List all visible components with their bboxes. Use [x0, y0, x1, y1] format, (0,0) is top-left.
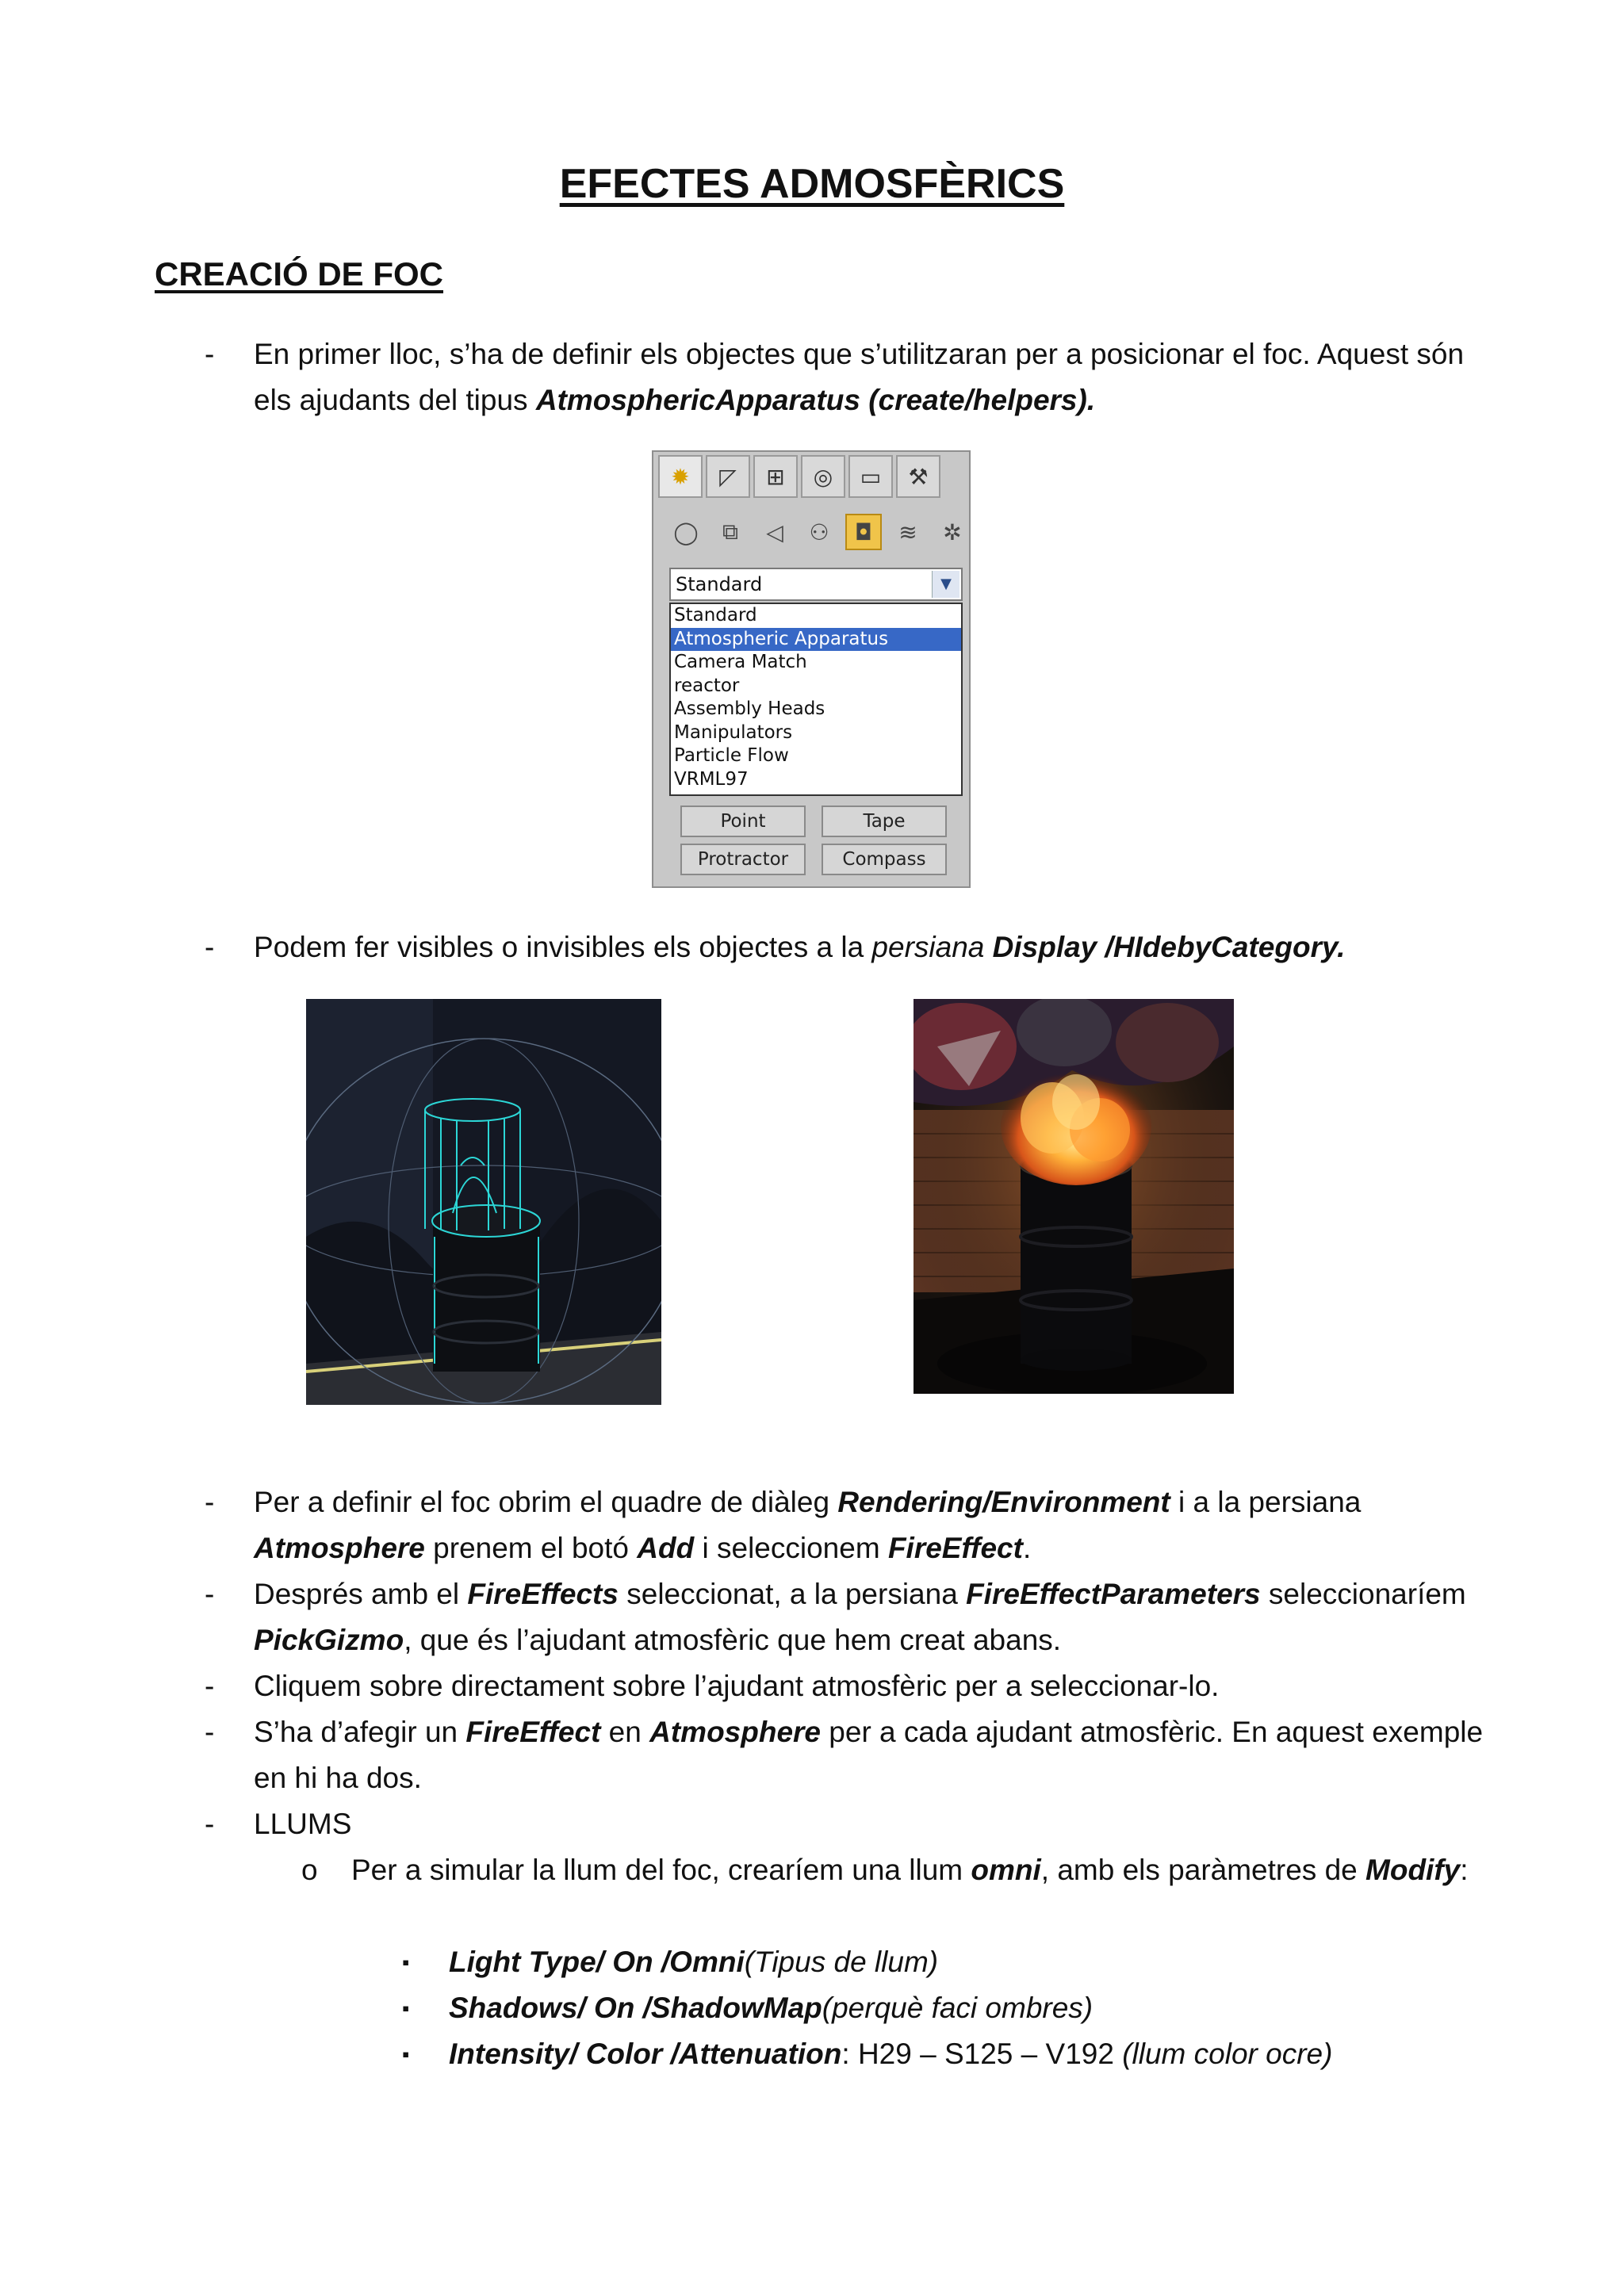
point-button[interactable]: Point — [680, 806, 806, 837]
dash-bullet: - — [205, 1670, 215, 1702]
fire-render-image — [914, 999, 1234, 1394]
hierarchy-tab-icon[interactable]: ⊞ — [753, 455, 798, 498]
gizmo-render-illustration — [306, 999, 661, 1405]
dash-bullet: - — [205, 1578, 215, 1610]
list-item[interactable]: VRML97 — [674, 768, 749, 790]
dash-bullet: - — [205, 1716, 215, 1748]
compass-button[interactable]: Compass — [822, 844, 947, 875]
helper-type-dropdown[interactable] — [669, 568, 963, 601]
list-item[interactable]: Assembly Heads — [674, 698, 825, 719]
leaf-item-2: Shadows/ On /ShadowMap(perquè faci ombres) — [449, 1992, 1094, 2024]
list-item[interactable]: Camera Match — [674, 652, 807, 672]
viewport-gizmo-image — [306, 999, 661, 1405]
command-panel-tabs — [658, 455, 940, 499]
list-item[interactable]: Particle Flow — [674, 745, 789, 766]
list-item-selected[interactable]: Atmospheric Apparatus — [671, 628, 961, 652]
motion-tab-icon[interactable]: ◎ — [801, 455, 845, 498]
section-heading: CREACIÓ DE FOC — [155, 255, 444, 293]
chevron-down-icon[interactable]: ▼ — [932, 571, 959, 598]
paragraph-5: Cliquem sobre directament sobre l’ajudant atmosfèric per a seleccionar-lo. — [254, 1670, 1220, 1702]
paragraph-6: S’ha d’afegir un FireEffect en Atmosphere per a cada ajudant atmosfèric. En aquest exemple en hi ha dos. — [254, 1716, 1484, 1794]
square-bullet: ▪ — [402, 1950, 410, 1974]
dash-bullet: - — [205, 338, 215, 370]
paragraph-1: En primer lloc, s’ha de definir els objectes que s’utilitzaran per a posicionar el foc. Aquest són els ajudants del tipus AtmosphericApparatus (create/helpers). — [254, 338, 1465, 416]
geometry-icon[interactable]: ◯ — [673, 519, 699, 545]
circle-bullet: o — [301, 1854, 318, 1886]
list-item[interactable]: Manipulators — [674, 721, 793, 743]
create-tab-icon[interactable]: ✹ — [658, 455, 703, 498]
square-bullet: ▪ — [402, 2042, 410, 2066]
category-icons — [668, 514, 971, 550]
helper-type-list — [669, 603, 963, 796]
create-panel-screenshot — [652, 450, 971, 888]
systems-icon[interactable]: ✲ — [943, 519, 962, 545]
display-tab-icon[interactable]: ▭ — [848, 455, 893, 498]
paragraph-7: LLUMS — [254, 1808, 352, 1840]
list-item[interactable]: Standard — [674, 605, 757, 626]
leaf-item-1: Light Type/ On /Omni(Tipus de llum) — [449, 1946, 939, 1978]
page-title: EFECTES ADMOSFÈRICS — [559, 161, 1065, 207]
dash-bullet: - — [205, 1808, 215, 1840]
square-bullet: ▪ — [402, 1996, 410, 2020]
lights-icon[interactable]: ◁ — [766, 519, 783, 545]
paragraph-4: Després amb el FireEffects seleccionat, a la persiana FireEffectParameters seleccionaríem PickGizmo, que és l’ajudant atmosfèric que hem creat abans. — [254, 1578, 1466, 1656]
shapes-icon[interactable]: ⧉ — [722, 519, 738, 545]
fire-render-illustration — [914, 999, 1234, 1394]
dropdown-value: Standard — [676, 573, 763, 595]
dash-bullet: - — [205, 931, 215, 963]
modify-tab-icon[interactable]: ◸ — [706, 455, 750, 498]
protractor-button[interactable]: Protractor — [680, 844, 806, 875]
tape-button[interactable]: Tape — [822, 806, 947, 837]
helpers-icon[interactable]: ◘ — [845, 514, 882, 550]
list-item[interactable]: reactor — [674, 675, 740, 696]
sub-paragraph-1: Per a simular la llum del foc, crearíem una llum omni, amb els paràmetres de Modify: — [351, 1854, 1469, 1886]
spacewarps-icon[interactable]: ≋ — [898, 519, 917, 545]
dash-bullet: - — [205, 1486, 215, 1518]
paragraph-2: Podem fer visibles o invisibles els objectes a la persiana Display /HIdebyCategory. — [254, 931, 1346, 963]
utilities-tab-icon[interactable]: ⚒ — [896, 455, 940, 498]
leaf-item-3: Intensity/ Color /Attenuation: H29 – S125 – V192 (llum color ocre) — [449, 2038, 1333, 2070]
paragraph-3: Per a definir el foc obrim el quadre de diàleg Rendering/Environment i a la persiana Atmosphere prenem el botó Add i seleccionem FireEffect. — [254, 1486, 1362, 1564]
cameras-icon[interactable]: ⚇ — [809, 519, 829, 545]
